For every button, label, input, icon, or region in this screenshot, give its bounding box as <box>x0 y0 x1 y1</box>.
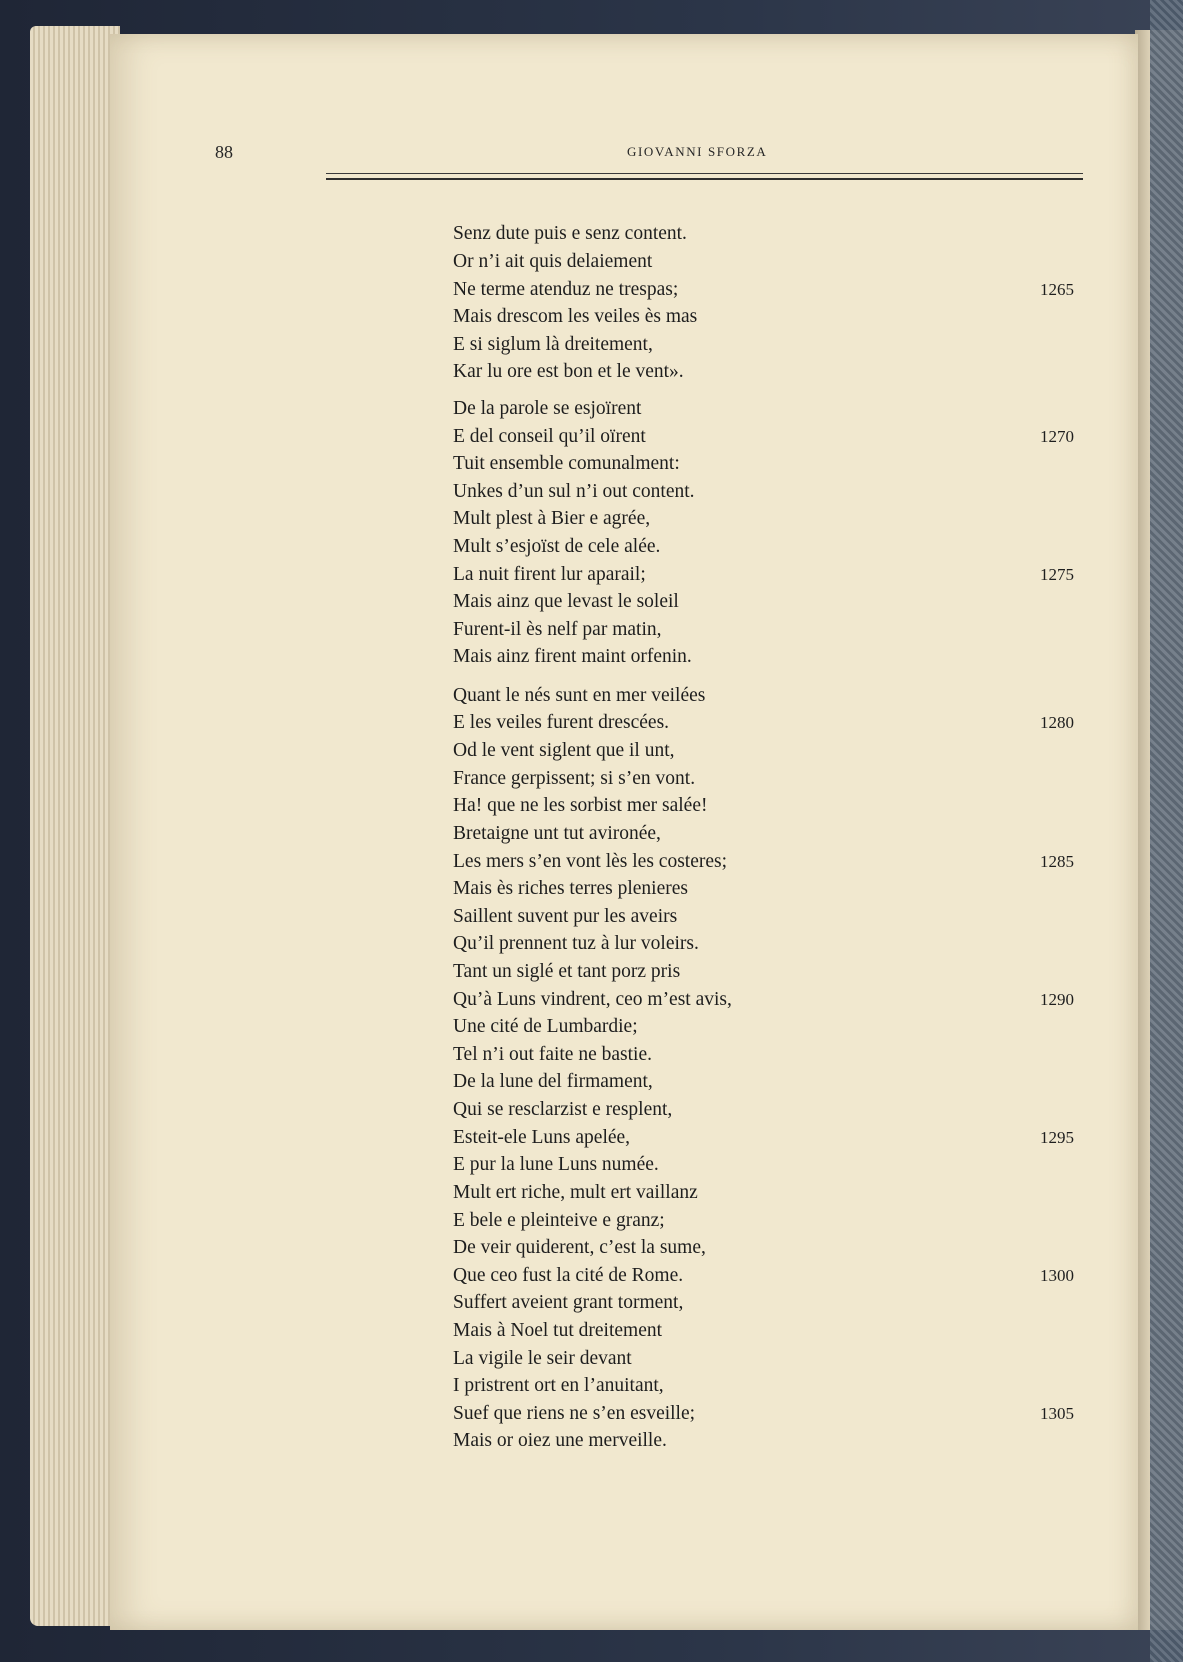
verse-line: Esteit-ele Luns apelée, <box>453 1127 631 1148</box>
verse-line: E bele e pleinteive e granz; <box>453 1210 665 1231</box>
verse-line: E del conseil qu’il oïrent <box>453 426 646 447</box>
line-number: 1300 <box>1040 1266 1074 1285</box>
line-number: 1270 <box>1040 427 1074 446</box>
line-number: 1305 <box>1040 1404 1074 1423</box>
verse-line: Quant le nés sunt en mer veilées <box>453 685 706 706</box>
verse-line: E les veiles furent drescées. <box>453 712 670 733</box>
verse-line: Mais à Noel tut dreitement <box>453 1320 663 1341</box>
verse-line: Tuit ensemble comunalment: <box>453 453 680 474</box>
verse-line: Senz dute puis e senz content. <box>453 223 687 244</box>
verse-line: I pristrent ort en l’anuitant, <box>453 1375 664 1396</box>
verse-line: De veir quiderent, c’est la sume, <box>453 1237 706 1258</box>
verse-line: Tant un siglé et tant porz pris <box>453 961 681 982</box>
verse-line: De la lune del firmament, <box>453 1071 653 1092</box>
line-number: 1275 <box>1040 565 1074 584</box>
verse-line: Qui se resclarzist e resplent, <box>453 1099 673 1120</box>
verse-line: Od le vent siglent que il unt, <box>453 740 675 761</box>
line-number: 1285 <box>1040 852 1074 871</box>
running-title: GIOVANNI SFORZA <box>627 144 768 159</box>
verse-line: E si siglum là dreitement, <box>453 334 653 355</box>
verse-line: La nuit firent lur aparail; <box>453 564 646 585</box>
line-number: 1265 <box>1040 280 1074 299</box>
verse-line: Mais ainz firent maint orfenin. <box>453 646 692 667</box>
verse-line: Ha! que ne les sorbist mer salée! <box>453 795 708 816</box>
verse-line: Unkes d’un sul n’i out content. <box>453 481 695 502</box>
line-number: 1290 <box>1040 990 1074 1009</box>
verse-line: France gerpissent; si s’en vont. <box>453 768 696 789</box>
verse-line: Que ceo fust la cité de Rome. <box>453 1265 684 1286</box>
line-number: 1295 <box>1040 1128 1074 1147</box>
verse-line: Mais ainz que levast le soleil <box>453 591 679 612</box>
verse-line: Tel n’i out faite ne bastie. <box>453 1044 652 1065</box>
verse-line: Suef que riens ne s’en esveille; <box>453 1403 696 1424</box>
verse-line: Saillent suvent pur les aveirs <box>453 906 678 927</box>
verse-line: Les mers s’en vont lès les costeres; <box>453 851 728 872</box>
verse-line: Mult ert riche, mult ert vaillanz <box>453 1182 698 1203</box>
verse-line: E pur la lune Luns numée. <box>453 1154 659 1175</box>
verse-line: Or n’i ait quis delaiement <box>453 251 653 272</box>
verse-line: Furent-il ès nelf par matin, <box>453 619 662 640</box>
verse-line: Mais ès riches terres plenieres <box>453 878 688 899</box>
verse-line: Kar lu ore est bon et le vent». <box>453 361 684 382</box>
verse-line: Mais or oiez une merveille. <box>453 1430 667 1451</box>
verse-line: Mult s’esjoïst de cele alée. <box>453 536 661 557</box>
verse-line: Ne terme atenduz ne trespas; <box>453 279 679 300</box>
verse-line: Mais drescom les veiles ès mas <box>453 306 698 327</box>
verse-line: La vigile le seir devant <box>453 1348 632 1369</box>
verse-line: Suffert aveient grant torment, <box>453 1292 684 1313</box>
line-number: 1280 <box>1040 713 1074 732</box>
verse-line: Bretaigne unt tut avironée, <box>453 823 661 844</box>
verse-line: Qu’à Luns vindrent, ceo m’est avis, <box>453 989 732 1010</box>
verse-line: De la parole se esjoïrent <box>453 398 642 419</box>
verse-line: Une cité de Lumbardie; <box>453 1016 638 1037</box>
verse-line: Qu’il prennent tuz à lur voleirs. <box>453 933 699 954</box>
verse-line: Mult plest à Bier e agrée, <box>453 508 651 529</box>
page-number: 88 <box>215 142 233 162</box>
